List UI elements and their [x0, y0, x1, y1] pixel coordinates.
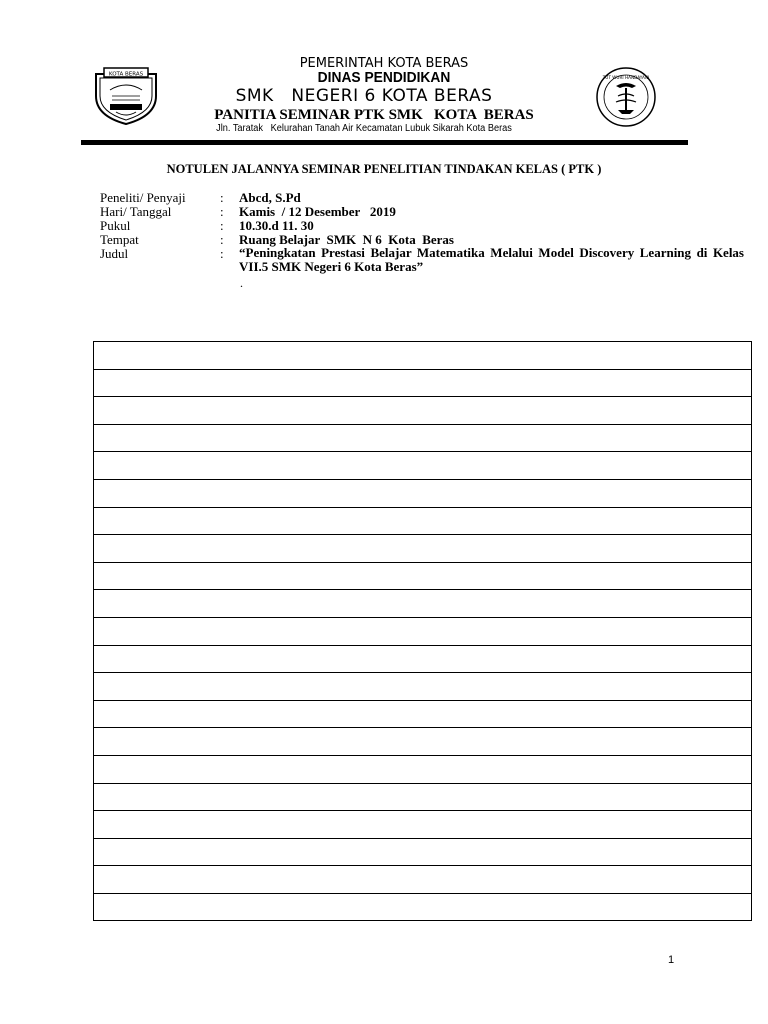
field-colon: : [220, 218, 224, 233]
field-value-presenter: Abcd, S.Pd [239, 190, 301, 205]
notes-cell [94, 893, 752, 921]
government-name: PEMERINTAH KOTA BERAS [299, 56, 469, 71]
trailing-dot: . [240, 276, 243, 290]
notes-cell [94, 811, 752, 839]
table-row [94, 893, 752, 921]
notes-cell [94, 645, 752, 673]
table-row [94, 866, 752, 894]
notes-cell [94, 397, 752, 425]
notes-cell [94, 617, 752, 645]
notes-cell [94, 507, 752, 535]
field-label-place: Tempat [100, 232, 139, 247]
field-label-date: Hari/ Tanggal [100, 204, 172, 219]
notes-cell [94, 838, 752, 866]
letterhead-divider [81, 140, 688, 145]
table-row [94, 342, 752, 370]
notes-cell [94, 479, 752, 507]
table-row [94, 424, 752, 452]
table-row [94, 369, 752, 397]
field-colon: : [220, 204, 224, 219]
field-value-place: Ruang Belajar SMK N 6 Kota Beras [239, 232, 454, 247]
school-name: SMK NEGERI 6 KOTA BERAS [235, 86, 493, 106]
field-colon: : [220, 190, 224, 205]
notes-cell [94, 452, 752, 480]
page-number: 1 [668, 954, 675, 966]
notes-table [93, 341, 752, 921]
table-row [94, 562, 752, 590]
school-address: Jln. Taratak Kelurahan Tanah Air Kecamatan Lubuk Sikarah Kota Beras [216, 123, 512, 134]
table-row [94, 673, 752, 701]
field-label-title: Judul [100, 246, 129, 261]
notes-cell [94, 755, 752, 783]
table-row [94, 507, 752, 535]
notes-cell [94, 369, 752, 397]
svg-text:KOTA BERAS: KOTA BERAS [108, 71, 144, 78]
field-colon: : [220, 246, 224, 261]
notes-cell [94, 342, 752, 370]
agency-name: DINAS PENDIDIKAN [317, 69, 451, 86]
document-title: NOTULEN JALANNYA SEMINAR PENELITIAN TINDAKAN KELAS ( PTK ) [166, 162, 602, 176]
table-row [94, 838, 752, 866]
table-row [94, 452, 752, 480]
notes-cell [94, 590, 752, 618]
notes-cell [94, 424, 752, 452]
notes-cell [94, 535, 752, 563]
field-label-time: Pukul [100, 218, 131, 233]
notes-cell [94, 562, 752, 590]
table-row [94, 645, 752, 673]
table-row [94, 700, 752, 728]
field-value-title: “Peningkatan Prestasi Belajar Matematika Melalui Model Discovery Learning di Kelas VII.5 SMK Negeri 6 Kota Beras” [239, 245, 744, 274]
table-row [94, 783, 752, 811]
table-row [94, 811, 752, 839]
table-row [94, 728, 752, 756]
table-row [94, 397, 752, 425]
table-row [94, 617, 752, 645]
notes-cell [94, 728, 752, 756]
notes-cell [94, 673, 752, 701]
field-colon: : [220, 232, 224, 247]
notes-cell [94, 866, 752, 894]
notes-table-body [94, 342, 752, 921]
svg-text:TUT WURI HANDAYANI: TUT WURI HANDAYANI [602, 75, 650, 80]
field-value-date: Kamis / 12 Desember 2019 [239, 204, 396, 219]
committee-name: PANITIA SEMINAR PTK SMK KOTA BERAS [214, 107, 534, 123]
table-row [94, 479, 752, 507]
field-label-presenter: Peneliti/ Penyaji [100, 190, 186, 205]
notes-cell [94, 783, 752, 811]
table-row [94, 755, 752, 783]
field-value-time: 10.30.d 11. 30 [239, 218, 314, 233]
table-row [94, 590, 752, 618]
notes-cell [94, 700, 752, 728]
table-row [94, 535, 752, 563]
